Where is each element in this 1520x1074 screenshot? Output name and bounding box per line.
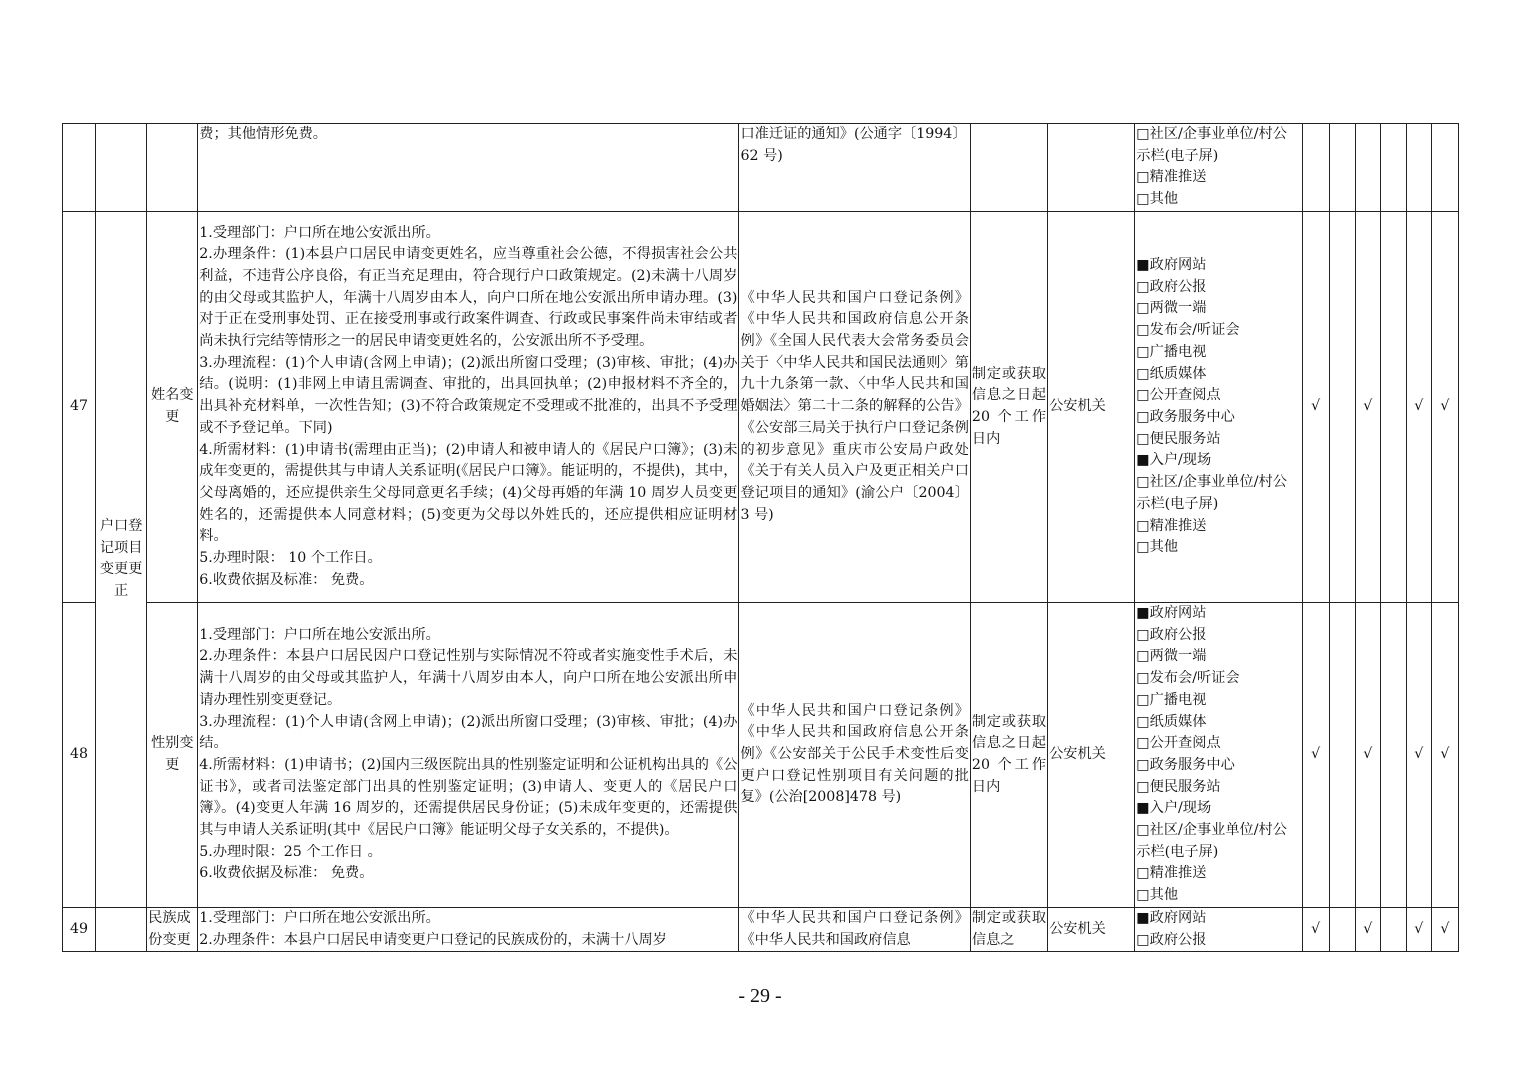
content-line: 5.办理时限：25 个工作日 。 (199, 843, 382, 860)
channel-option: ■政府网站 (1136, 257, 1207, 274)
page-number: - 29 - (738, 985, 782, 1007)
content-line: 3.办理流程：(1)个人申请(含网上申请)；(2)派出所窗口受理；(3)审核、审批；(4)办结。 (199, 713, 738, 752)
channel-option: □政务服务中心 (1136, 409, 1235, 425)
channel-option: □其他 (1136, 887, 1179, 904)
cell-channels (1135, 124, 1302, 212)
channel-option: □精准推送 (1136, 517, 1207, 534)
content-line: 1.受理部门：户口所在地公安派出所。 (199, 224, 440, 241)
cell-content: 费；其他情形免费。 (198, 124, 739, 212)
channel-option: ■政府网站 (1136, 605, 1207, 621)
channel-option: □政务服务中心 (1136, 756, 1235, 773)
cell-category (96, 124, 147, 212)
content-line: 5.办理时限： 10 个工作日。 (199, 550, 382, 567)
content-line: 4.所需材料：(1)申请书；(2)国内三级医院出具的性别鉴定证明和公证机构出具的《公证书》，或者司法鉴定部门出具的性别鉴定证明；(3)申请人、变更人的《居民户口簿》。(4)变更人年满 16 周岁的，还需提供居民身份证；(5)未成年变更的，还需提供其与申请人关系证明(其中《居民户口簿》能证明父母子女关系的，不提供)。 (199, 756, 738, 839)
check-mark (1329, 212, 1355, 603)
cell-channels (1135, 212, 1302, 603)
cell-basis: 《中华人民共和国户口登记条例》《中华人民共和国政府信息公开条例》《全国人民代表大会常务委员会关于〈中华人民共和国民法通则〉第九十九条第一款、〈中华人民共和国婚姻法〉第二十二条的解释的公告》《公安部三局关于执行户口登记条例的初步意见》重庆市公安局户政处《关于有关人员入户及更正相关户口登记项目的通知》(渝公户〔2004〕3 号) (739, 212, 970, 603)
cell-no (63, 124, 96, 212)
content-line: 4.所需材料：(1)申请书(需理由正当)；(2)申请人和被申请人的《居民户口簿》；(3)未成年变更的，需提供其与申请人关系证明(《居民户口簿》。能证明的，不提供)，其中，父母离婚的，还应提供亲生父母同意更名手续；(4)父母再婚的年满 10 周岁人员变更姓名的，还需提供本人同意材料；(5)变更为父母以外姓氏的，还应提供相应证明材料。 (199, 441, 738, 545)
check-mark (1329, 907, 1355, 951)
check-mark: √ (1406, 603, 1431, 908)
check-mark: √ (1431, 907, 1458, 951)
cell-no: 47 (63, 212, 96, 603)
channel-option: □广播电视 (1136, 343, 1207, 360)
cell-item: 民族成份变更 (147, 907, 198, 951)
check-mark: √ (1302, 907, 1329, 951)
cell-basis: 《中华人民共和国户口登记条例》《中华人民共和国政府信息 (739, 907, 970, 951)
disclosure-table (62, 123, 1459, 952)
check-mark: √ (1302, 603, 1329, 908)
check-mark: √ (1355, 907, 1380, 951)
channel-option: □社区/企事业单位/村公示栏(电子屏) (1136, 126, 1287, 164)
content-line: 3.办理流程：(1)个人申请(含网上申请)；(2)派出所窗口受理；(3)审核、审批；(4)办结。(说明：(1)非网上申请且需调查、审批的，出具回执单；(2)申报材料不齐全的，出具补充材料单，一次性告知；(3)不符合政策规定不受理或不批准的，出具不予受理或不予登记单。下同) (199, 354, 738, 436)
channel-option: □精准推送 (1136, 169, 1207, 186)
cell-no: 48 (63, 603, 96, 908)
cell-no: 49 (63, 907, 96, 951)
cell-category (96, 907, 147, 951)
check-mark: √ (1431, 603, 1458, 908)
channel-option: □其他 (1136, 191, 1179, 208)
check-mark: √ (1355, 603, 1380, 908)
check-mark: √ (1406, 212, 1431, 603)
cell-category (96, 212, 147, 908)
channel-option: □广播电视 (1136, 691, 1207, 708)
content-line: 2.办理条件：(1)本县户口居民申请变更姓名，应当尊重社会公德，不得损害社会公共利益，不违背公序良俗，有正当充足理由，符合现行户口政策规定。(2)未满十八周岁的由父母或其监护人，年满十八周岁由本人，向户口所在地公安派出所申请办理。(3)对于正在受刑事处罚、正在接受刑事或行政案件调查、行政或民事案件尚未审结或者尚未执行完结等情形之一的居民申请变更姓名的，公安派出所不予受理。 (199, 246, 738, 350)
channel-option: □社区/企事业单位/村公示栏(电子屏) (1136, 822, 1287, 860)
check-mark (1329, 603, 1355, 908)
channel-option: □公开查阅点 (1136, 735, 1221, 752)
channel-option: □纸质媒体 (1136, 713, 1207, 730)
cell-item: 姓名变更 (147, 212, 198, 603)
content-line: 2.办理条件：本县户口居民申请变更户口登记的民族成份的，未满十八周岁 (199, 931, 667, 948)
channel-option: □两微一端 (1136, 648, 1207, 665)
table-row (63, 212, 1459, 603)
cell-time-limit: 制定或获取信息之日起 20 个工作日内 (970, 212, 1047, 603)
cell-channels (1135, 603, 1302, 908)
table-row (63, 603, 1459, 908)
check-mark (1380, 907, 1406, 951)
check-mark (1380, 212, 1406, 603)
cell-content (198, 603, 739, 908)
content-line: 6.收费依据及标准： 免费。 (199, 571, 374, 588)
channel-option: □便民服务站 (1136, 430, 1221, 447)
channel-option: ■政府网站 (1136, 909, 1207, 926)
channel-option: □社区/企事业单位/村公示栏(电子屏) (1136, 474, 1287, 512)
channel-option: □发布会/听证会 (1136, 670, 1240, 687)
channel-option: □精准推送 (1136, 865, 1207, 882)
cell-time-limit: 制定或获取信息之 (970, 907, 1047, 951)
channel-option: ■入户/现场 (1136, 452, 1212, 469)
channel-option: □纸质媒体 (1136, 365, 1207, 382)
cell-basis: 《中华人民共和国户口登记条例》《中华人民共和国政府信息公开条例》《公安部关于公民手术变性后变更户口登记性别项目有关问题的批复》(公治[2008]478 号) (739, 603, 970, 908)
cell-time-limit (970, 124, 1047, 212)
table-row-continued (63, 124, 1459, 212)
check-mark: √ (1302, 212, 1329, 603)
cell-content (198, 907, 739, 951)
cell-item (147, 124, 198, 212)
check-mark: √ (1431, 212, 1458, 603)
table-row (63, 907, 1459, 951)
channel-option: □两微一端 (1136, 300, 1207, 317)
category-label: 户口登记项目变更更正 (99, 518, 143, 600)
channel-option: ■入户/现场 (1136, 800, 1212, 817)
content-line: 1.受理部门：户口所在地公安派出所。 (199, 909, 440, 926)
content-line: 1.受理部门：户口所在地公安派出所。 (199, 626, 440, 643)
cell-content (198, 212, 739, 603)
cell-subject (1048, 124, 1135, 212)
content-line: 6.收费依据及标准： 免费。 (199, 865, 374, 882)
cell-item: 性别变更 (147, 603, 198, 908)
content-line: 2.办理条件：本县户口居民因户口登记性别与实际情况不符或者实施变性手术后，未满十八周岁的由父母或其监护人，年满十八周岁由本人，向户口所在地公安派出所申请办理性别变更登记。 (199, 648, 738, 708)
channel-option: □其他 (1136, 539, 1179, 556)
cell-time-limit: 制定或获取信息之日起 20 个工作日内 (970, 603, 1047, 908)
cell-subject: 公安机关 (1048, 907, 1135, 951)
check-mark (1380, 603, 1406, 908)
cell-channels (1135, 907, 1302, 951)
check-mark: √ (1355, 212, 1380, 603)
cell-subject: 公安机关 (1048, 212, 1135, 603)
channel-option: □公开查阅点 (1136, 387, 1221, 404)
channel-option: □政府公报 (1136, 278, 1207, 295)
channel-option: □便民服务站 (1136, 778, 1221, 795)
channel-option: □发布会/听证会 (1136, 322, 1240, 339)
channel-option: □政府公报 (1136, 626, 1207, 643)
check-mark: √ (1406, 907, 1431, 951)
channel-option: □政府公报 (1136, 931, 1207, 948)
cell-basis: 口准迁证的通知》(公通字〔1994〕62 号) (739, 124, 970, 212)
cell-subject: 公安机关 (1048, 603, 1135, 908)
